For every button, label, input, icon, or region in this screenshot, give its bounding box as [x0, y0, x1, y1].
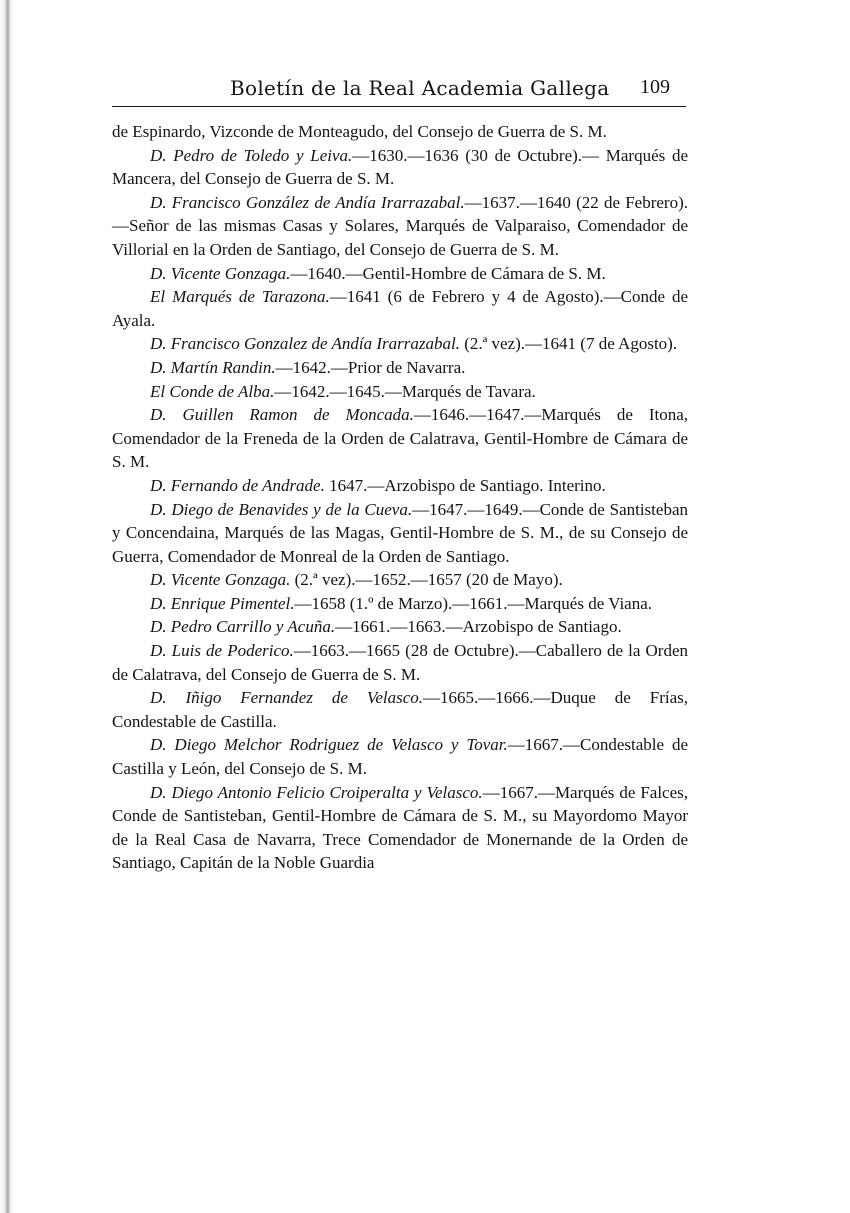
- entry-text: —1663.—1665 (28 de Octubre).—Caballero de la Orden de Calatrava, del Consejo de Guerra de S. M.: [112, 641, 689, 684]
- entry-paragraph: [112, 144, 688, 191]
- entry-name: El Conde de Alba.: [150, 381, 275, 401]
- entry-paragraph: [112, 380, 688, 404]
- body-text: [112, 120, 688, 875]
- entry-text: —1647.—1649.—Conde de Santisteban y Concendaina, Marqués de las Magas, Gentil-Hombre de S. M., de su Consejo de Guerra, Comendador de Monreal de la Orden de Santiago.: [112, 499, 688, 566]
- entry-name: D. Francisco Gonzalez de Andía Irarrazabal.: [150, 334, 460, 354]
- entry-text: —1630.—1636 (30 de Octubre).— Marqués de Mancera, del Consejo de Guerra de S. M.: [112, 145, 688, 189]
- entry-text: —1642.—1645.—Marqués de Tavara.: [274, 381, 536, 401]
- entry-text: —1637.—1640 (22 de Febrero).—Señor de las mismas Casas y Solares, Marqués de Valparaiso, Comendador de Villorial en la Orden de Santiago, del Consejo de Guerra de S. M.: [112, 192, 688, 259]
- entry-paragraph: [112, 403, 688, 474]
- entry-paragraph: [112, 191, 688, 262]
- entry-name: D. Pedro de Toledo y Leiva.: [150, 145, 353, 165]
- entry-text: —1667.—Marqués de Falces, Conde de Santisteban, Gentil-Hombre de Cámara de S. M., su Mayordomo Mayor de la Real Casa de Navarra, Trece Comendador de Monernande de la Orden de Santiago, Capitán de la Noble Guardia: [112, 782, 688, 873]
- entry-paragraph: [112, 639, 688, 686]
- entry-text: —1642.—Prior de Navarra.: [275, 357, 466, 377]
- entry-name: D. Vicente Gonzaga.: [150, 263, 291, 283]
- entry-text: —1641 (6 de Febrero y 4 de Agosto).—Conde de Ayala.: [112, 287, 689, 330]
- entry-name: D. Fernando de Andrade.: [150, 475, 325, 495]
- entry-name: D. Pedro Carrillo y Acuña.: [150, 617, 336, 637]
- entry-paragraph: [112, 592, 688, 616]
- entry-name: D. Iñigo Fernandez de Velasco.: [150, 688, 424, 708]
- entry-name: D. Vicente Gonzaga.: [150, 570, 291, 590]
- entry-paragraph: [112, 474, 688, 498]
- entry-text: —1646.—1647.—Marqués de Itona, Comendador de la Freneda de la Orden de Calatrava, Gentil-Hombre de Cámara de S. M.: [112, 405, 688, 472]
- entry-paragraph: [112, 356, 688, 380]
- entry-paragraph: [112, 781, 688, 875]
- entry-text: (2.ª vez).—1641 (7 de Agosto).: [459, 334, 678, 354]
- page-number: 109: [640, 76, 670, 98]
- journal-title: Boletín de la Real Academia Gallega: [230, 76, 610, 100]
- entry-text: —1667.—Condestable de Castilla y León, del Consejo de S. M.: [112, 735, 688, 779]
- entry-text: —1665.—1666.—Duque de Frías, Condestable de Castilla.: [112, 688, 688, 731]
- entry-name: D. Francisco González de Andía Irarrazabal.: [150, 192, 465, 212]
- entry-text: 1647.—Arzobispo de Santiago. Interino.: [324, 475, 606, 495]
- entry-name: El Marqués de Tarazona.: [150, 287, 330, 307]
- entry-name: D. Martín Randin.: [150, 357, 276, 377]
- entry-text: (2.ª vez).—1652.—1657 (20 de Mayo).: [290, 570, 563, 590]
- entry-paragraph: [112, 615, 688, 639]
- entry-name: D. Diego Melchor Rodriguez de Velasco y Tovar.: [150, 735, 508, 755]
- entry-text: —1661.—1663.—Arzobispo de Santiago.: [335, 617, 622, 637]
- entry-paragraph: [112, 733, 688, 780]
- entry-paragraph: [112, 285, 688, 332]
- entry-name: D. Diego Antonio Felicio Croiperalta y Velasco.: [150, 782, 483, 802]
- entry-text: —1658 (1.º de Marzo).—1661.—Marqués de Viana.: [294, 593, 653, 613]
- running-header: [112, 74, 686, 107]
- entry-paragraph: [112, 568, 688, 592]
- entry-text: —1640.—Gentil-Hombre de Cámara de S. M.: [290, 263, 606, 283]
- entry-paragraph: [112, 262, 688, 286]
- entry-text: de Espinardo, Vizconde de Monteagudo, del Consejo de Guerra de S. M.: [112, 122, 607, 141]
- entry-name: D. Luis de Poderico.: [150, 641, 294, 661]
- entry-name: D. Diego de Benavides y de la Cueva.: [150, 499, 413, 519]
- entry-paragraph: [112, 686, 688, 733]
- entry-name: D. Enrique Pimentel.: [150, 593, 295, 613]
- entry-paragraph: [112, 332, 688, 356]
- entry-paragraph: [112, 120, 688, 144]
- entry-paragraph: [112, 498, 688, 569]
- book-spine-shadow: [0, 0, 14, 1213]
- entry-name: D. Guillen Ramon de Moncada.: [150, 405, 414, 425]
